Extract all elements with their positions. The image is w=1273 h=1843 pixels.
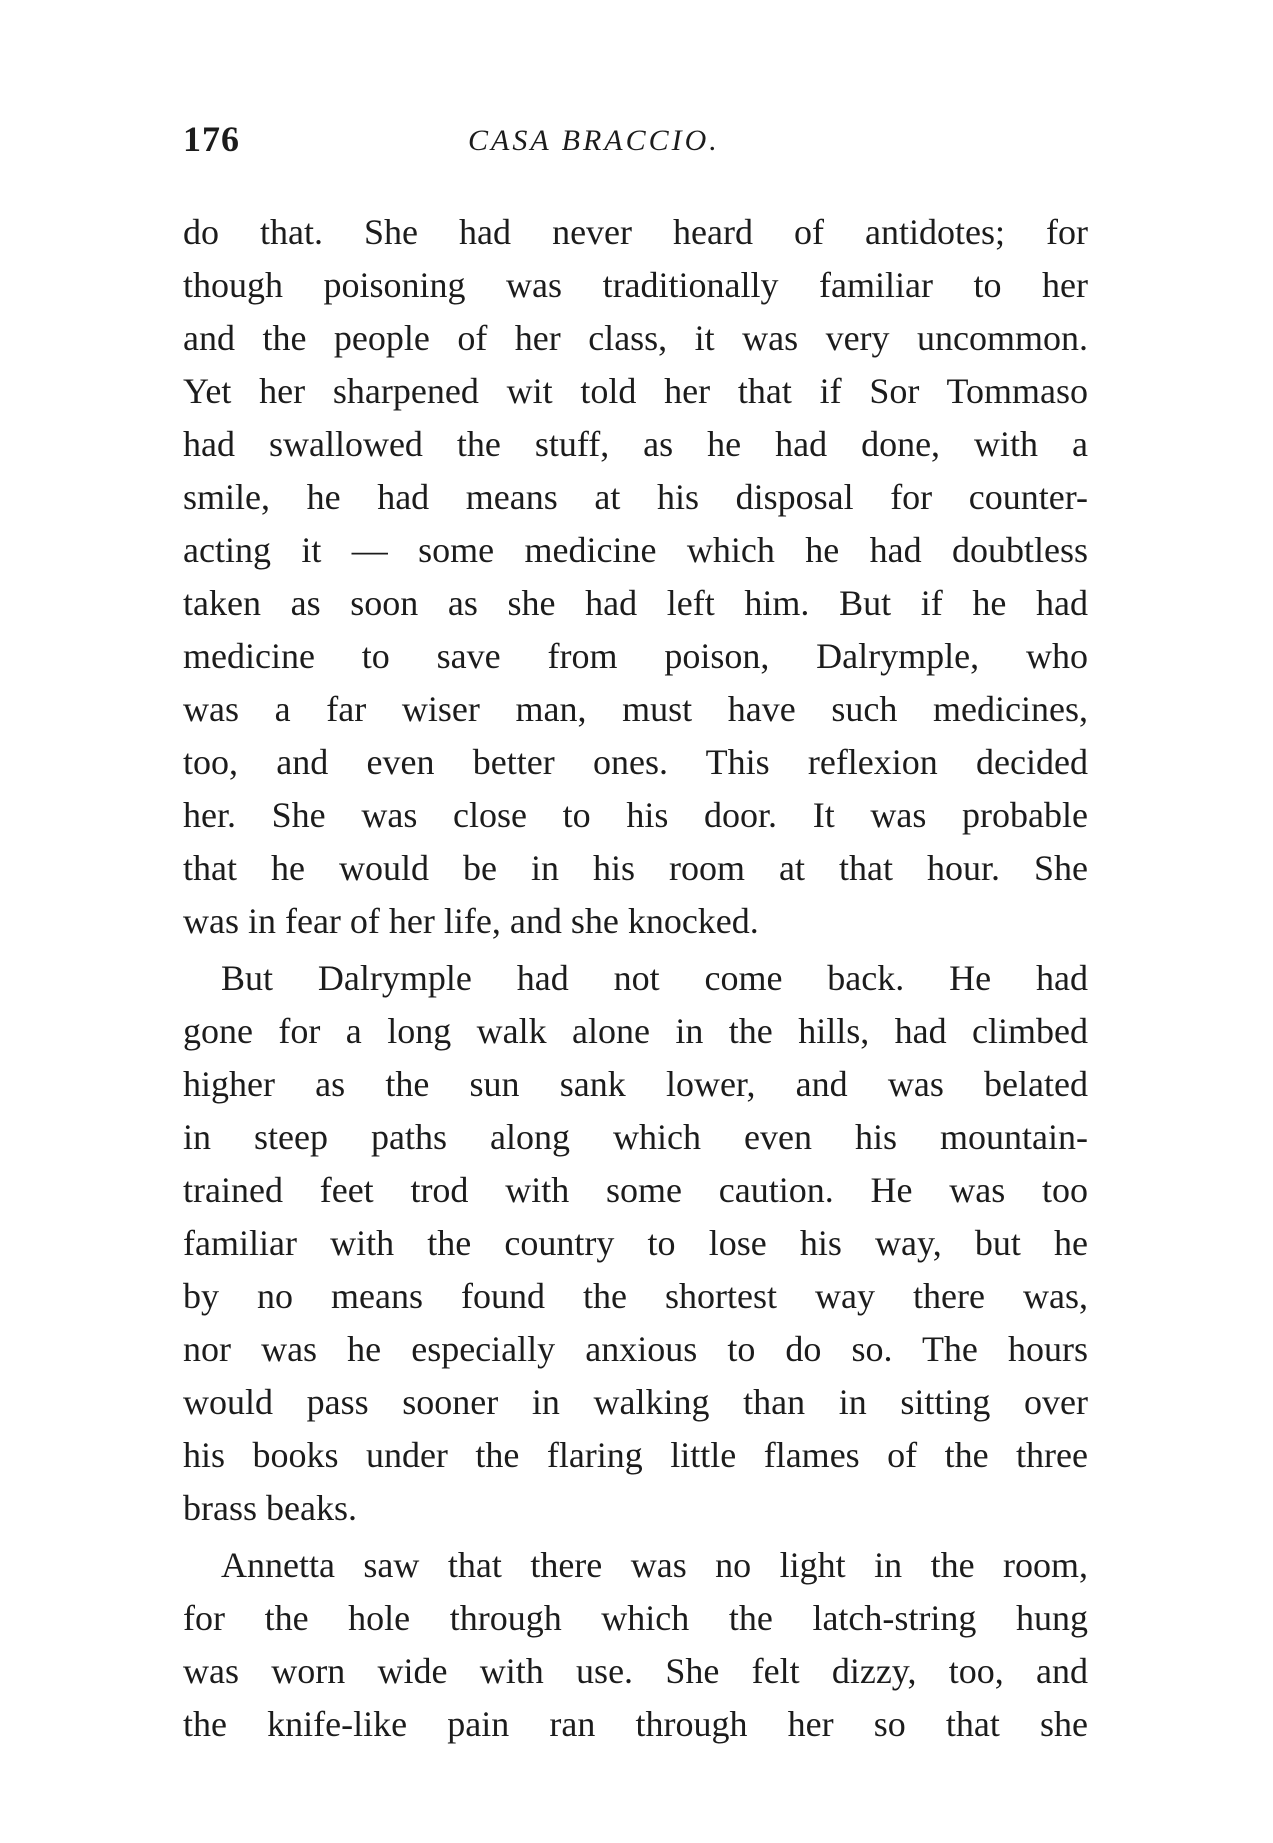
body-text <box>183 206 1088 1751</box>
text-line: higher as the sun sank lower, and was belated <box>183 1064 1088 1104</box>
text-line: Annetta saw that there was no light in the room, <box>221 1545 1088 1585</box>
text-line: was a far wiser man, must have such medicines, <box>183 689 1088 729</box>
text-line: and the people of her class, it was very uncommon. <box>183 318 1088 358</box>
text-line: taken as soon as she had left him. But if he had <box>183 583 1088 623</box>
text-line: trained feet trod with some caution. He was too <box>183 1170 1088 1210</box>
text-line: had swallowed the stuff, as he had done, with a <box>183 424 1088 464</box>
text-line: medicine to save from poison, Dalrymple, who <box>183 636 1088 676</box>
text-line: nor was he especially anxious to do so. The hours <box>183 1329 1088 1369</box>
text-line: brass beaks. <box>183 1488 357 1528</box>
text-line: that he would be in his room at that hour. She <box>183 848 1088 888</box>
text-line: by no means found the shortest way there was, <box>183 1276 1088 1316</box>
text-line: smile, he had means at his disposal for counter- <box>183 477 1088 517</box>
page-header <box>183 118 1088 168</box>
paragraph <box>183 952 1088 1535</box>
text-line: gone for a long walk alone in the hills, had climbed <box>183 1011 1088 1051</box>
text-line: But Dalrymple had not come back. He had <box>221 958 1088 998</box>
text-line: the knife-like pain ran through her so that she <box>183 1704 1088 1744</box>
text-line: do that. She had never heard of antidotes; for <box>183 212 1088 252</box>
text-line: acting it — some medicine which he had doubtless <box>183 530 1088 570</box>
text-line: was worn wide with use. She felt dizzy, too, and <box>183 1651 1088 1691</box>
text-line: for the hole through which the latch-string hung <box>183 1598 1088 1638</box>
paragraph <box>183 206 1088 948</box>
text-line: Yet her sharpened wit told her that if Sor Tommaso <box>183 371 1088 411</box>
text-line: his books under the flaring little flames of the three <box>183 1435 1088 1475</box>
running-head: CASA BRACCIO. <box>468 124 720 157</box>
text-line: familiar with the country to lose his way, but he <box>183 1223 1088 1263</box>
text-line: too, and even better ones. This reflexion decided <box>183 742 1088 782</box>
paragraph <box>183 1539 1088 1751</box>
text-line: was in fear of her life, and she knocked. <box>183 901 759 941</box>
text-line: though poisoning was traditionally familiar to her <box>183 265 1088 305</box>
page-number: 176 <box>183 119 240 159</box>
text-line: would pass sooner in walking than in sitting over <box>183 1382 1088 1422</box>
text-line: her. She was close to his door. It was probable <box>183 795 1088 835</box>
text-line: in steep paths along which even his mountain- <box>183 1117 1088 1157</box>
